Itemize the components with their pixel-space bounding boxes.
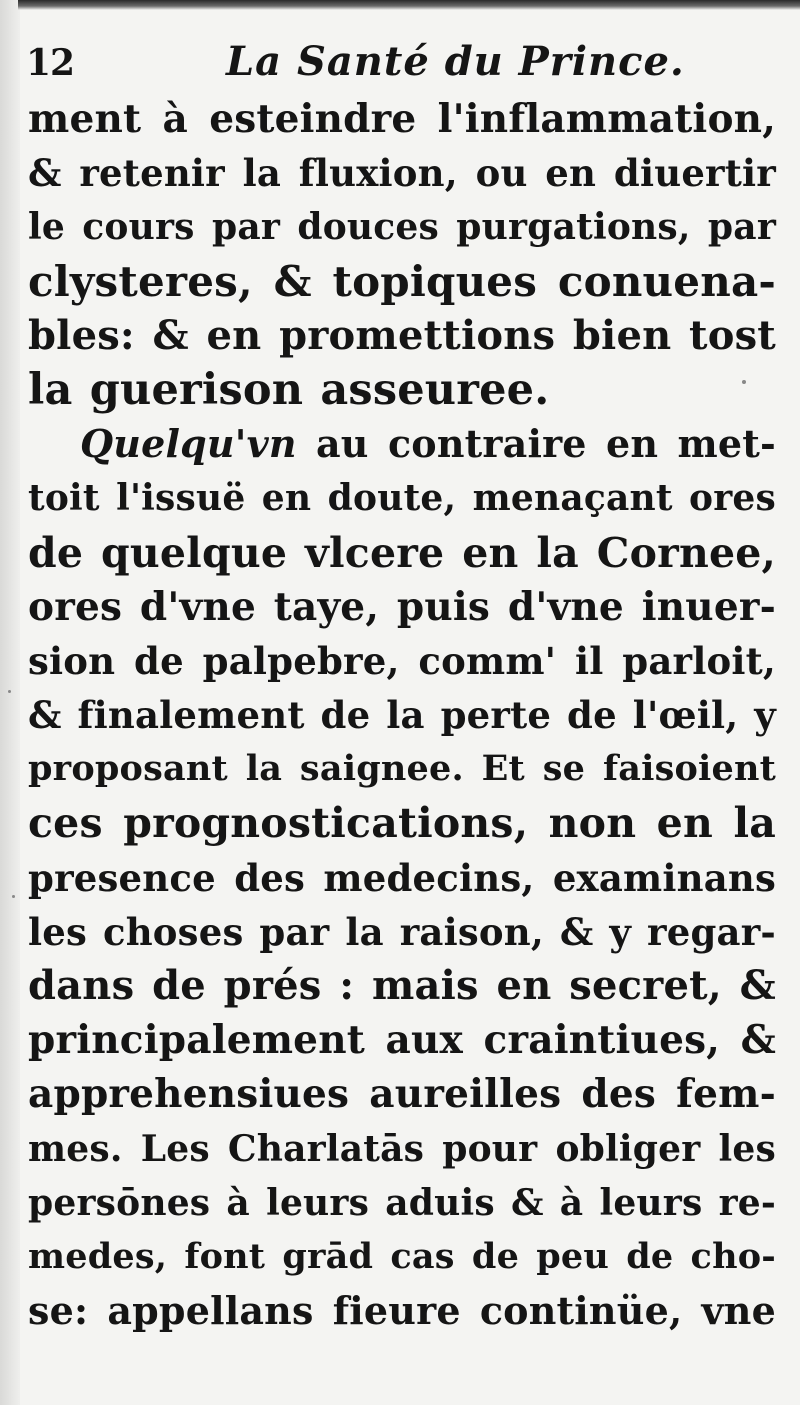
text-line: persōnes à leurs aduis & à leurs re-	[28, 1181, 776, 1224]
text-line: medes, font grād cas de peu de cho-	[28, 1235, 776, 1277]
ink-speck	[12, 895, 15, 898]
text-line: ces prognostications, non en la	[28, 799, 776, 848]
text-line: toit l'issuë en doute, menaçant ores	[28, 477, 776, 520]
ink-speck	[742, 380, 746, 384]
text-line: sion de palpebre, comm' il parloit,	[28, 638, 776, 683]
body-text	[28, 92, 776, 1338]
text-line: bles: & en promettions bien tost	[28, 311, 776, 359]
text-line: presence des medecins, examinans	[28, 855, 776, 900]
text-line: dans de prés : mais en secret, &	[28, 962, 776, 1009]
running-title: La Santé du Prince.	[226, 38, 685, 85]
text-line: les choses par la raison, & y regar-	[28, 909, 776, 954]
text-line: mes. Les Charlatās pour obliger les	[28, 1127, 776, 1170]
text-line: la guerison asseuree.	[28, 364, 550, 415]
page-binding-edge	[0, 0, 20, 1405]
text-line: clysteres, & topiques conuena-	[28, 256, 776, 306]
text-line: se: appellans fieure continüe, vne	[28, 1288, 776, 1334]
text-fragment: au contraire en met-	[296, 421, 776, 467]
page-number: 12	[26, 42, 75, 84]
text-line: apprehensiues aureilles des fem-	[28, 1071, 776, 1118]
paragraph-opening-line	[28, 417, 776, 471]
text-line: ment à esteindre l'inflammation,	[28, 96, 776, 142]
paragraph-lead-word: Quelqu'vn	[80, 421, 297, 467]
text-line: proposant la saignee. Et se faisoient	[28, 748, 776, 790]
page-top-edge	[18, 0, 800, 10]
page-header	[26, 38, 776, 92]
text-line: & finalement de la perte de l'œil, y	[28, 693, 776, 738]
text-line: principalement aux craintiues, &	[28, 1017, 776, 1064]
text-line: le cours par douces purgations, par	[28, 206, 776, 249]
ink-speck	[8, 690, 11, 693]
text-line: de quelque vlcere en la Cornee,	[28, 528, 776, 577]
text-line: ores d'vne taye, puis d'vne inuer-	[28, 583, 776, 630]
text-line: & retenir la fluxion, ou en diuertir	[28, 151, 776, 196]
